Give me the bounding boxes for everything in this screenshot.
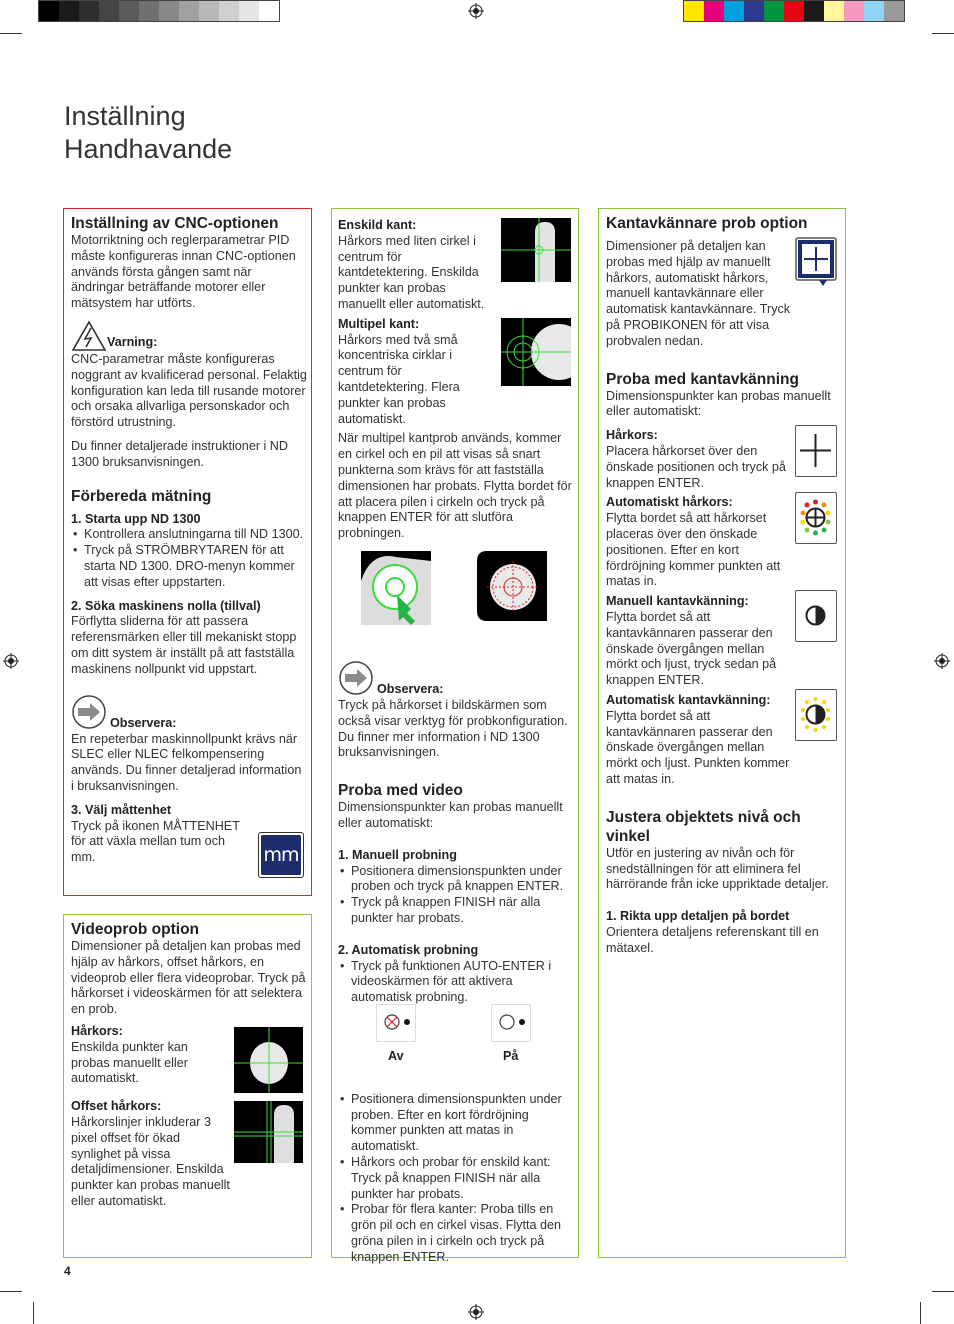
warning-row (71, 320, 307, 352)
auto-enter-on-icon[interactable] (491, 1004, 531, 1042)
auto-enter-off-icon[interactable] (376, 1004, 416, 1042)
arrow-note-icon (71, 694, 107, 730)
step3-title: 3. Välj måttenhet (71, 802, 172, 817)
manual-edge-finder-icon (796, 591, 835, 640)
crop-mark (932, 1291, 954, 1292)
step2-text: Förflytta sliderna för att passera referensmärken eller till mekaniskt stopp om ditt system är inställt på att fastställa maskinens nollpunkt vid uppstart. (71, 614, 297, 676)
page-title (64, 100, 232, 166)
list-item: • Positionera dimensionspunkten under proben och tryck på knappen ENTER. (338, 864, 574, 896)
manual-crosshair-icon (796, 426, 835, 475)
crosshair-label: Hårkors: (71, 1023, 123, 1038)
probe-crosshair-icon[interactable] (795, 237, 837, 287)
list-item: • Tryck på funktionen AUTO-ENTER i videoskärmen för att aktivera automatisk probning. (338, 959, 574, 1006)
registration-mark-icon (468, 1304, 484, 1320)
note-row (71, 694, 307, 732)
registration-mark-icon (934, 653, 950, 669)
crosshair-probe-image (234, 1027, 303, 1093)
crop-mark (932, 33, 954, 34)
level-step-title: 1. Rikta upp detaljen på bordet (606, 909, 790, 924)
multi-edge-text: Hårkors med två små koncentriska cirklar i centrum för kantdetektering. Flera punkter kan probas automatiskt. (338, 332, 460, 426)
list-item: • Hårkors och probar för enskild kant: Tryck på knappen FINISH när alla punkter har probats. (338, 1155, 574, 1202)
auto-edge-finder-icon (796, 690, 835, 739)
prepare-heading: Förbereda mätning (71, 487, 212, 505)
auto-crosshair-option[interactable] (795, 492, 837, 544)
warning-lightning-icon (71, 320, 107, 352)
auto-probing-list (338, 959, 574, 1006)
off-label: Av (388, 1049, 404, 1063)
level-skew-heading: Justera objektets nivå och vinkel (606, 808, 801, 845)
multi-edge-arrow-image (361, 551, 431, 625)
mm-icon: mm (263, 844, 299, 866)
crop-mark (0, 1291, 22, 1292)
single-edge-probe-image (501, 218, 571, 282)
step1-list (71, 527, 307, 590)
video-heading: Videoprob option (71, 921, 200, 938)
list-item: • Tryck på knappen FINISH när alla punkter har probats. (338, 895, 574, 927)
probe-edge-heading: Proba med kantavkänning (606, 370, 799, 388)
registration-mark-icon (468, 3, 484, 19)
note-label: Observera: (110, 715, 177, 730)
level-skew-text: Utför en justering av nivån och för snedställningen för att eliminera fel härrörande från icke uppriktade detaljer. (606, 845, 829, 892)
title-line-2: Handhavande (64, 134, 233, 164)
offset-crosshair-text: Hårkorslinjer inkluderar 3 pixel offset för ökad synlighet på vissa detaljdimensioner. Enskilda punkter kan probas manuellt eller automatiskt. (71, 1114, 230, 1208)
crop-mark (920, 1302, 921, 1324)
warning-text: CNC-parametrar måste konfigureras noggrant av kvalificerad personal. Felaktig konfiguration kan leda till rusande motorer och orsaka allvarliga personskador och förstörd utrustning. (71, 351, 307, 430)
level-step-text: Orientera detaljens referenskant till en mätaxel. (606, 924, 819, 955)
step2-title: 2. Söka maskinens nolla (tillval) (71, 598, 261, 613)
video-probe-intro: Dimensionspunkter kan probas manuellt eller automatiskt: (338, 800, 563, 830)
step3-text: Tryck på ikonen MÅTTENHET för att växla mellan tum och mm. (71, 818, 240, 865)
auto-crosshair-icon (796, 493, 835, 542)
list-item: • Positionera dimensionspunkten under proben. Efter en kort fördröjning kommer punkten att matas in automatiskt. (338, 1092, 574, 1155)
page-number: 4 (64, 1264, 71, 1278)
multi-edge-label: Multipel kant: (338, 316, 420, 331)
manual-probing-title: 1. Manuell probning (338, 847, 457, 862)
auto-edge-label: Automatisk kantavkänning: (606, 692, 771, 707)
auto-probing-list-2 (338, 1092, 574, 1266)
auto-crosshair-text: Flytta bordet så att hårkorset placeras över den önskade positionen. Efter en kort fördröjning kommer punkten att matas in. (606, 511, 781, 589)
note-label: Observera: (377, 681, 444, 696)
probe-edge-intro: Dimensionspunkter kan probas manuellt eller automatiskt: (606, 388, 831, 419)
color-calibration-bar (683, 0, 905, 22)
registration-mark-icon (3, 653, 19, 669)
note-text: Tryck på hårkorset i bildskärmen som också visar verktyg för probkonfiguration. Du finner mer information i ND 1300 bruksanvisningen. (338, 697, 568, 760)
multi-edge-paragraph: När multipel kantprob används, kommer en cirkel och en pil att visas så snart punkterna som krävs för att fastställa dimensionen har probats. Flytta bordet för att placera pilen i cirkeln och tryck på knappen ENTER för att slutföra probningen. (338, 431, 572, 541)
crop-mark (33, 1302, 34, 1324)
edge-finder-heading: Kantavkännare prob option (606, 215, 808, 232)
edge-finder-text: Dimensioner på detaljen kan probas med hjälp av manuellt hårkors, automatiskt hårkors, manuell kantavkännare eller automatisk kantavkännare. Tryck på PROBIKONEN för att visa probvalen nedan. (606, 239, 791, 348)
edge-finder-section (606, 214, 842, 956)
offset-crosshair-label: Offset hårkors: (71, 1099, 162, 1114)
manual-edge-option[interactable] (795, 590, 837, 642)
list-item: • Kontrollera anslutningarna till ND 1300. (71, 527, 307, 543)
crosshair-text: Placera hårkorset över den önskade positionen och tryck på knappen ENTER. (606, 443, 786, 490)
manual-reference: Du finner detaljerade instruktioner i ND 1300 bruksanvisningen. (71, 438, 288, 469)
auto-crosshair-label: Automatiskt hårkors: (606, 495, 733, 510)
manual-probing-list (338, 864, 574, 927)
grayscale-calibration-bar (38, 0, 280, 22)
cnc-heading: Inställning av CNC-optionen (71, 215, 279, 232)
cnc-section (71, 214, 307, 866)
crosshair-label: Hårkors: (606, 428, 658, 443)
note-row (338, 660, 574, 698)
on-label: På (503, 1049, 519, 1063)
warning-label: Varning: (107, 334, 158, 349)
measure-unit-button[interactable] (258, 832, 304, 878)
auto-probing-title: 2. Automatisk probning (338, 942, 479, 957)
multi-edge-circle-image (477, 551, 547, 621)
offset-crosshair-probe-image (234, 1101, 303, 1163)
note-text: En repeterbar maskinnollpunkt krävs när SLEC eller NLEC felkompensering används. Du finner detaljerad information i bruksanvisningen. (71, 731, 302, 793)
multiple-edge-probe-image (501, 318, 571, 386)
video-probe-heading: Proba med video (338, 782, 463, 800)
manual-edge-label: Manuell kantavkänning: (606, 594, 749, 609)
title-line-1: Inställning (64, 101, 186, 131)
arrow-note-icon (338, 660, 374, 696)
crosshair-text: Enskilda punkter kan probas manuellt eller automatiskt. (71, 1039, 188, 1086)
auto-edge-text: Flytta bordet så att kantavkännaren passerar den önskade övergången mellan mörkt och ljust. Punkten kommer att matas in. (606, 708, 790, 786)
crosshair-option[interactable] (795, 425, 837, 477)
list-item: • Tryck på STRÖMBRYTAREN för att starta ND 1300. DRO-menyn kommer att visas efter uppstarten. (71, 543, 307, 590)
auto-edge-option[interactable] (795, 689, 837, 741)
single-edge-label: Enskild kant: (338, 218, 417, 232)
step1-title: 1. Starta upp ND 1300 (71, 511, 201, 526)
list-item: • Probar för flera kanter: Proba tills en grön pil och en cirkel visas. Flytta den gröna pilen in i cirkeln och tryck på knappen ENTER. (338, 1202, 574, 1265)
crop-mark (0, 33, 22, 34)
video-intro: Dimensioner på detaljen kan probas med hjälp av hårkors, offset hårkors, en videoprob eller flera videoprobar. Tryck på hårkorset i videoskärmen för att selektera en prob. (71, 939, 306, 1017)
auto-enter-icons-spacer (338, 1006, 574, 1092)
cnc-intro: Motorriktning och reglerparametrar PID måste konfigureras innan CNC-optionen används första gången samt när ändringar beträffande motorer eller mätsystem har utförts. (71, 233, 296, 311)
single-edge-text: Hårkors med liten cirkel i centrum för kantdetektering. Enskilda punkter kan probas manuellt eller automatiskt. (338, 233, 485, 311)
manual-edge-text: Flytta bordet så att kantavkännaren passerar den önskade övergången mellan mörkt och ljust, tryck sedan på knappen ENTER. (606, 609, 777, 688)
